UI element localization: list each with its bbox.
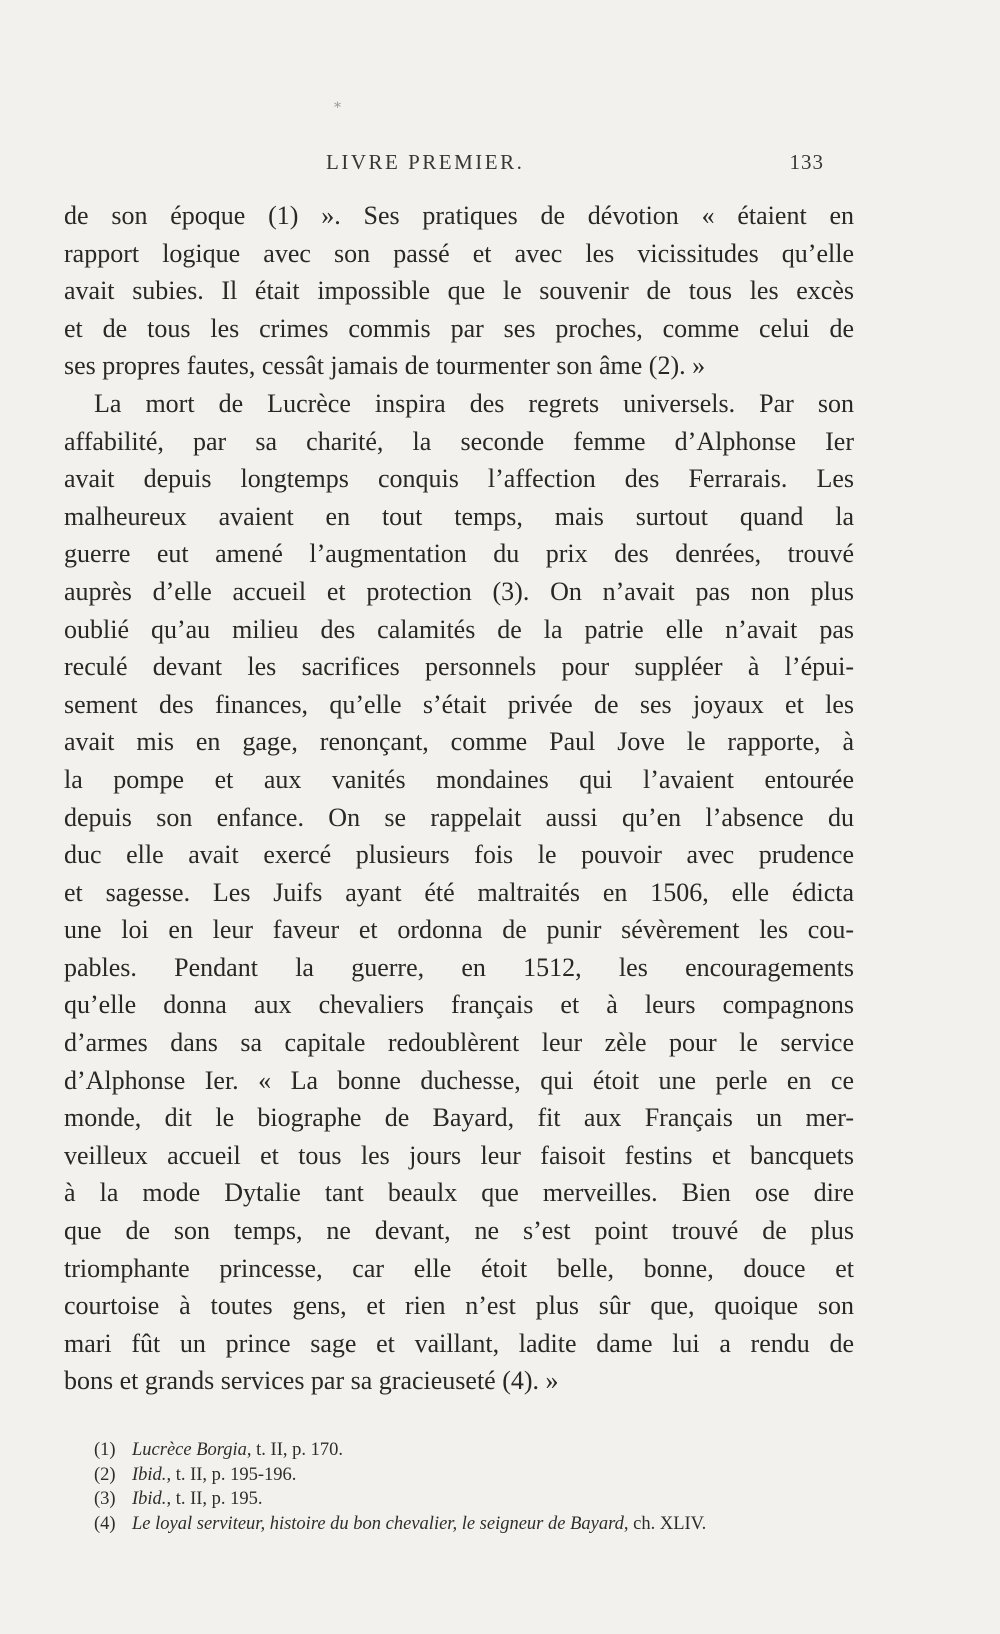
footnote-ref: , t. II, p. 195-196. (166, 1464, 297, 1485)
body-text (64, 197, 854, 1400)
footnote-title: Ibid. (132, 1489, 167, 1509)
text-line: avait mis en gage, renonçant, comme Paul Jove le rapporte, à (64, 727, 854, 757)
text-line: veilleux accueil et tous les jours leur faisoit festins et bancquets (64, 1140, 854, 1170)
text-line: pables. Pendant la guerre, en 1512, les encouragements (64, 952, 854, 982)
text-line: que de son temps, ne devant, ne s’est point trouvé de plus (64, 1216, 854, 1246)
text-line: d’armes dans sa capitale redoublèrent leur zèle pour le service (64, 1028, 854, 1058)
text-line: reculé devant les sacrifices personnels pour suppléer à l’épui- (64, 652, 854, 682)
text-line: La mort de Lucrèce inspira des regrets universels. Par son (94, 388, 854, 418)
text-line: sement des finances, qu’elle s’était privée de ses joyaux et les (64, 689, 854, 719)
printer-mark: * (334, 100, 341, 116)
footnote-title: Ibid. (132, 1464, 167, 1485)
text-line: monde, dit le biographe de Bayard, fit aux Français un mer- (64, 1103, 854, 1133)
text-line: la pompe et aux vanités mondaines qui l’avaient entourée (64, 764, 854, 794)
text-line: mari fût un prince sage et vaillant, ladite dame lui a rendu de (64, 1328, 854, 1358)
footnotes (94, 1438, 874, 1536)
text-line: une loi en leur faveur et ordonna de punir sévèrement les cou- (64, 915, 854, 945)
footnote-3 (94, 1487, 874, 1512)
text-line: avait depuis longtemps conquis l’affection des Ferrarais. Les (64, 464, 854, 494)
text-line: ses propres fautes, cessât jamais de tourmenter son âme (2). » (64, 351, 706, 381)
text-line: et sagesse. Les Juifs ayant été maltraités en 1506, elle édicta (64, 877, 854, 907)
footnote-1 (94, 1438, 874, 1463)
text-line: depuis son enfance. On se rappelait aussi qu’en l’absence du (64, 802, 854, 832)
footnote-ref: , ch. XLIV. (623, 1513, 707, 1534)
footnote-title: Le loyal serviteur, histoire du bon chevalier, le seigneur de Bayard (132, 1513, 624, 1534)
text-line: affabilité, par sa charité, la seconde femme d’Alphonse Ier (64, 426, 854, 456)
footnote-ref: , t. II, p. 170. (246, 1440, 344, 1460)
text-line: d’Alphonse Ier. « La bonne duchesse, qui étoit une perle en ce (64, 1065, 854, 1095)
text-line: de son époque (1) ». Ses pratiques de dévotion « étaient en (64, 201, 854, 230)
footnote-4 (94, 1512, 874, 1537)
page-number: 133 (789, 150, 824, 174)
footnote-2 (94, 1463, 874, 1488)
text-line: triomphante princesse, car elle étoit belle, bonne, douce et (64, 1253, 854, 1283)
text-line: rapport logique avec son passé et avec les vicissitudes qu’elle (64, 238, 854, 268)
footnote-number: (3) (94, 1489, 116, 1509)
text-line: oublié qu’au milieu des calamités de la patrie elle n’avait pas (64, 614, 854, 644)
text-line: et de tous les crimes commis par ses proches, comme celui de (64, 313, 854, 343)
running-head (64, 150, 824, 180)
text-line: bons et grands services par sa gracieuseté (4). » (64, 1366, 559, 1396)
footnote-ref: , t. II, p. 195. (166, 1489, 263, 1509)
text-line: duc elle avait exercé plusieurs fois le pouvoir avec prudence (64, 840, 854, 870)
footnote-number: (2) (94, 1464, 116, 1485)
running-title: LIVRE PREMIER. (326, 150, 525, 174)
text-line: à la mode Dytalie tant beaulx que merveilles. Bien ose dire (64, 1178, 854, 1208)
footnote-number: (1) (94, 1440, 116, 1460)
footnote-number: (4) (94, 1513, 116, 1534)
text-line: malheureux avaient en tout temps, mais surtout quand la (64, 501, 854, 531)
text-line: avait subies. Il était impossible que le souvenir de tous les excès (64, 276, 854, 306)
text-line: qu’elle donna aux chevaliers français et à leurs compagnons (64, 990, 854, 1020)
text-line: courtoise à toutes gens, et rien n’est plus sûr que, quoique son (64, 1291, 854, 1321)
text-line: guerre eut amené l’augmentation du prix des denrées, trouvé (64, 539, 854, 569)
footnote-title: Lucrèce Borgia (132, 1440, 247, 1460)
text-line: auprès d’elle accueil et protection (3). On n’avait pas non plus (64, 576, 854, 606)
